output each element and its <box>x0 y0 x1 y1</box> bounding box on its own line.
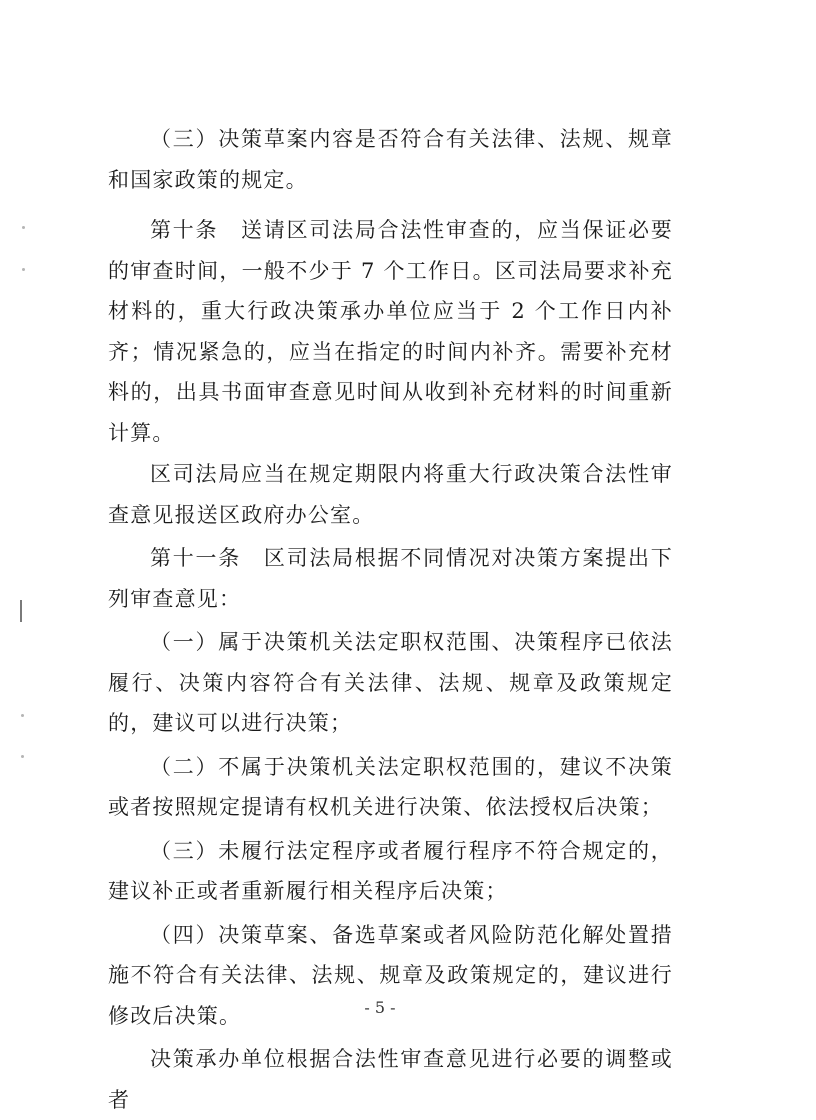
scan-artifact <box>21 714 24 717</box>
paragraph-item-3-compliance: （三）决策草案内容是否符合有关法律、法规、规章和国家政策的规定。 <box>108 127 673 192</box>
body-text <box>108 119 673 1120</box>
scan-artifact <box>20 600 22 622</box>
paragraph-adjustment: 决策承办单位根据合法性审查意见进行必要的调整或者 <box>108 1047 673 1112</box>
paragraph-opinion-2: （二）不属于决策机关法定职权范围的，建议不决策或者按照规定提请有权机关进行决策、依法授权后决策； <box>108 754 673 819</box>
paragraph-submission-deadline: 区司法局应当在规定期限内将重大行政决策合法性审查意见报送区政府办公室。 <box>108 462 673 527</box>
scan-artifact <box>21 755 24 758</box>
paragraph-opinion-4: （四）决策草案、备选草案或者风险防范化解处置措施不符合有关法律、法规、规章及政策规定的，建议进行修改后决策。 <box>108 922 673 1028</box>
paragraph-opinion-1: （一）属于决策机关法定职权范围、决策程序已依法履行、决策内容符合有关法律、法规、规章及政策规定的，建议可以进行决策； <box>108 630 673 735</box>
scan-artifact <box>22 226 25 229</box>
page-number: - 5 - <box>364 998 396 1017</box>
paragraph-article-10: 第十条 送请区司法局合法性审查的，应当保证必要的审查时间，一般不少于 7 个工作日。区司法局要求补充材料的，重大行政决策承办单位应当于 2 个工作日内补齐；情况紧急的，应当在指定的时间内补齐。需要补充材料的，出具书面审查意见时间从收到补充材料的时间重新计算。 <box>108 218 673 445</box>
paragraph-article-11: 第十一条 区司法局根据不同情况对决策方案提出下列审查意见： <box>108 546 673 611</box>
paragraph-opinion-3: （三）未履行法定程序或者履行程序不符合规定的，建议补正或者重新履行相关程序后决策； <box>108 838 673 903</box>
scan-artifact <box>22 268 25 271</box>
